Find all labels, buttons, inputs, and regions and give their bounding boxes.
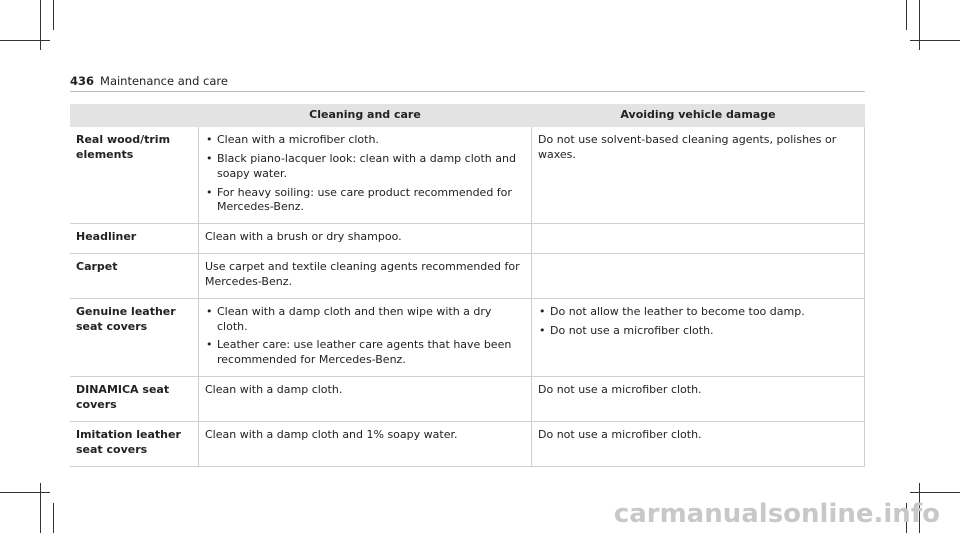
watermark-link[interactable]: carmanualsonline.info (613, 499, 940, 529)
row-cleaning (199, 127, 532, 224)
crop-mark (40, 483, 41, 533)
table-row (70, 377, 865, 422)
cleaning-list (205, 133, 525, 215)
row-damage (532, 254, 865, 299)
table-row (70, 254, 865, 299)
row-cleaning: Clean with a brush or dry shampoo. (199, 224, 532, 254)
crop-mark (910, 492, 960, 493)
row-damage: Do not use solvent-based cleaning agents, polishes or waxes. (532, 127, 865, 224)
page-header (70, 74, 228, 88)
row-damage: Do not use a microfiber cloth. (532, 421, 865, 466)
header-divider (70, 91, 865, 92)
crop-mark (906, 0, 907, 30)
crop-mark (919, 0, 920, 50)
cleaning-list (205, 305, 525, 368)
crop-mark (40, 0, 41, 50)
row-area: Real wood/trim elements (70, 127, 199, 224)
row-cleaning: Use carpet and textile cleaning agents recommended for Mercedes-Benz. (199, 254, 532, 299)
row-damage: Do not use a microfiber cloth. (532, 377, 865, 422)
crop-mark (0, 492, 50, 493)
list-item: • Leather care: use leather care agents that have been recommended for Mercedes-Benz. (205, 338, 525, 368)
crop-mark (53, 503, 54, 533)
row-area: DINAMICA seat covers (70, 377, 199, 422)
row-damage (532, 298, 865, 376)
list-item: • Clean with a damp cloth and then wipe with a dry cloth. (205, 305, 525, 335)
row-cleaning: Clean with a damp cloth. (199, 377, 532, 422)
crop-mark (910, 40, 960, 41)
section-title: Maintenance and care (100, 74, 228, 88)
list-item: • For heavy soiling: use care product recommended for Mercedes-Benz. (205, 186, 525, 216)
row-cleaning (199, 298, 532, 376)
crop-mark (0, 40, 50, 41)
row-damage (532, 224, 865, 254)
page-number: 436 (70, 74, 95, 88)
row-area: Imitation leather seat covers (70, 421, 199, 466)
damage-list (538, 305, 858, 339)
table-row (70, 127, 865, 224)
list-item: • Clean with a microfiber cloth. (205, 133, 525, 148)
row-cleaning: Clean with a damp cloth and 1% soapy water. (199, 421, 532, 466)
column-header-damage: Avoiding vehicle damage (532, 104, 865, 127)
table-row (70, 224, 865, 254)
row-area: Genuine leather seat covers (70, 298, 199, 376)
list-item: • Do not use a microfiber cloth. (538, 324, 858, 339)
list-item: • Black piano-lacquer look: clean with a damp cloth and soapy water. (205, 152, 525, 182)
table-row (70, 298, 865, 376)
crop-mark (53, 0, 54, 30)
table-header-row (70, 104, 865, 127)
column-header-area (70, 104, 199, 127)
column-header-cleaning: Cleaning and care (199, 104, 532, 127)
row-area: Carpet (70, 254, 199, 299)
row-area: Headliner (70, 224, 199, 254)
table-row (70, 421, 865, 466)
care-table (70, 104, 865, 467)
list-item: • Do not allow the leather to become too damp. (538, 305, 858, 320)
